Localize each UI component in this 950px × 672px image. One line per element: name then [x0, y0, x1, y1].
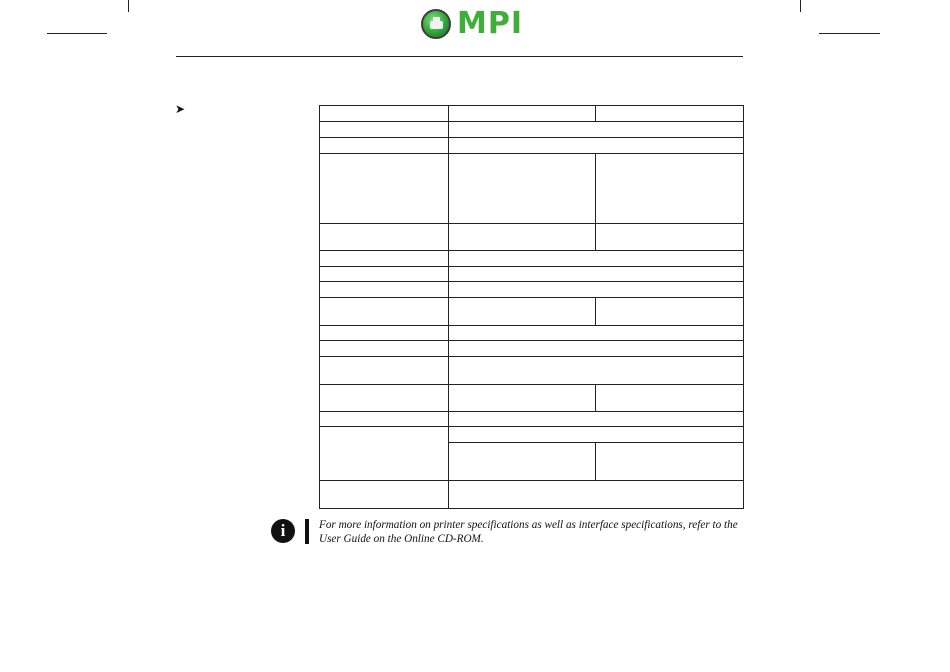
table-cell [449, 138, 744, 154]
table-row [320, 138, 744, 154]
table-cell [320, 224, 449, 251]
table-cell [449, 443, 596, 481]
table-cell [596, 154, 744, 224]
info-icon: i [271, 519, 295, 543]
table-cell [320, 341, 449, 357]
table-cell [596, 443, 744, 481]
table-cell [449, 427, 744, 443]
table-row [320, 251, 744, 267]
table-row [320, 357, 744, 385]
table-cell [449, 154, 596, 224]
table-row [320, 412, 744, 427]
note-text: For more information on printer specifications as well as interface specifications, refer to the User Guide on the Online CD-ROM. [319, 519, 738, 545]
table-cell [320, 154, 449, 224]
table-row [320, 267, 744, 282]
table-cell [320, 385, 449, 412]
table-row [320, 385, 744, 412]
logo-wordmark: MPI [457, 6, 524, 41]
table-row [320, 122, 744, 138]
table-cell [449, 267, 744, 282]
table-cell [596, 106, 744, 122]
table-cell [320, 412, 449, 427]
note-bar [305, 519, 309, 544]
table-row [320, 224, 744, 251]
table-cell [320, 122, 449, 138]
table-cell [449, 282, 744, 298]
table-row [320, 341, 744, 357]
crop-mark-top-left-vertical [128, 0, 129, 12]
table-cell [320, 481, 449, 509]
table-cell [320, 357, 449, 385]
arrow-right-icon: ➤ [175, 102, 186, 116]
table-row [320, 427, 744, 443]
header-rule [176, 56, 743, 57]
table-row [320, 326, 744, 341]
table-cell [449, 412, 744, 427]
table-cell [320, 298, 449, 326]
table-row [320, 154, 744, 224]
table-row [320, 282, 744, 298]
printer-icon [421, 9, 451, 39]
table-cell [449, 106, 596, 122]
table-cell [449, 298, 596, 326]
crop-mark-top-right-vertical [800, 0, 801, 12]
table-cell [449, 122, 744, 138]
table-cell [596, 224, 744, 251]
brand-logo [421, 8, 523, 40]
table-cell [449, 341, 744, 357]
table-cell [449, 251, 744, 267]
table-cell [320, 138, 449, 154]
table-cell [596, 385, 744, 412]
table-row [320, 298, 744, 326]
table-cell [449, 357, 744, 385]
table-cell [449, 326, 744, 341]
table-cell [320, 282, 449, 298]
table-cell [320, 267, 449, 282]
table-row [320, 106, 744, 122]
table-cell [320, 106, 449, 122]
specifications-table [319, 105, 743, 509]
table-row [320, 481, 744, 509]
table-cell [449, 385, 596, 412]
crop-mark-top-left-horizontal [47, 33, 107, 34]
table-cell [320, 427, 449, 481]
table-cell [596, 298, 744, 326]
crop-mark-top-right-horizontal [819, 33, 880, 34]
table-cell [449, 481, 744, 509]
table-cell [320, 326, 449, 341]
table-cell [320, 251, 449, 267]
table-cell [449, 224, 596, 251]
